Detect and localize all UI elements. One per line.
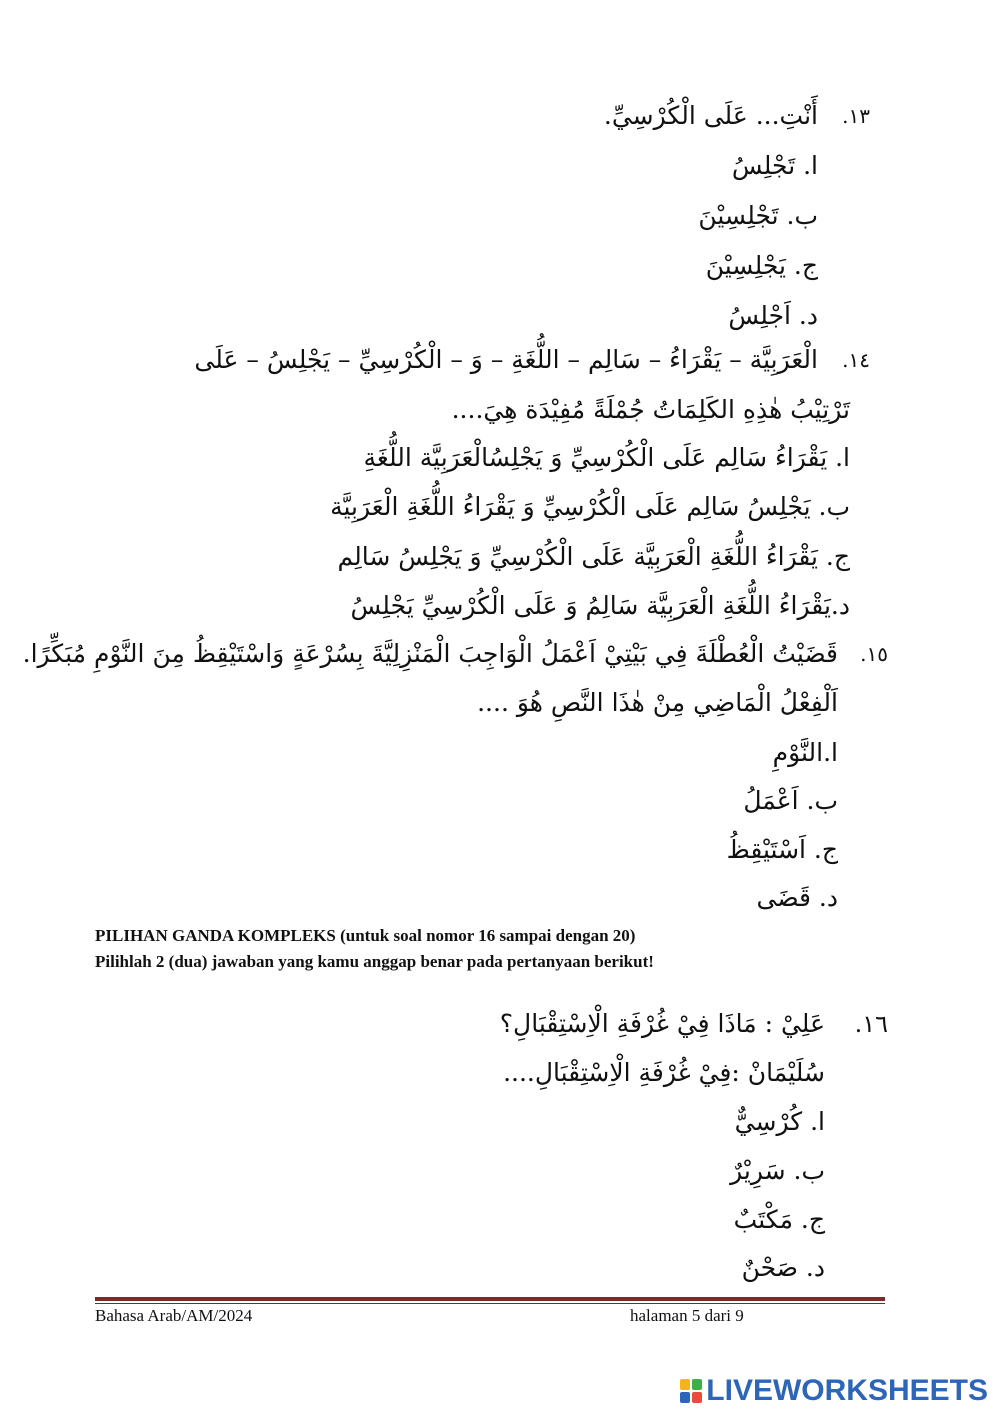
footer-rule-thin bbox=[95, 1303, 885, 1304]
question-16-option-c[interactable]: ج. مَكْتَبٌ bbox=[733, 1205, 825, 1234]
question-13-stem: أَنْتِ... عَلَى الْكُرْسِيِّ. bbox=[603, 101, 818, 130]
question-13-option-b[interactable]: ب. تَجْلِسِيْنَ bbox=[698, 201, 818, 230]
question-14-number: ١٤. bbox=[842, 348, 870, 372]
footer-rule bbox=[95, 1297, 885, 1301]
footer-left: Bahasa Arab/AM/2024 bbox=[95, 1306, 253, 1325]
question-15-text: قَضَيْتُ الْعُطْلَةَ فِي بَيْتِيْ اَعْمَلُ الْوَاجِبَ الْمَنْزِلِيَّةَ بِسُرْعَةٍ وَاسْتَيْقِظُ مِنَ النَّوْمِ مُبَكِّرًا. bbox=[22, 639, 838, 668]
question-16-line1: عَلِيْ : مَاذَا فِيْ غُرْفَةِ الْاِسْتِقْبَالِ؟ bbox=[499, 1009, 825, 1038]
question-16-option-d[interactable]: د. صَحْنٌ bbox=[741, 1253, 825, 1282]
question-14-option-b[interactable]: ب. يَجْلِسُ سَالِم عَلَى الْكُرْسِيِّ وَ يَقْرَاءُ اللُّغَةِ الْعَرَبِيَّة bbox=[330, 492, 850, 521]
question-16-number: ١٦. bbox=[854, 1010, 888, 1038]
section-instruction: Pilihlah 2 (dua) jawaban yang kamu anggap benar pada pertanyaan berikut! bbox=[95, 952, 654, 971]
section-title: PILIHAN GANDA KOMPLEKS (untuk soal nomor 16 sampai dengan 20) bbox=[95, 926, 636, 945]
question-13-number: ١٣. bbox=[842, 104, 870, 128]
question-15-number: ١٥. bbox=[860, 642, 888, 666]
question-14-words: الْعَرَبِيَّة – يَقْرَاءُ – سَالِم – اللُّغَةِ – وَ – الْكُرْسِيِّ – يَجْلِسُ – عَلَى bbox=[194, 345, 818, 374]
question-15-option-d[interactable]: د. قَضَى bbox=[756, 883, 838, 912]
question-14-option-c[interactable]: ج. يَقْرَاءُ اللُّغَةِ الْعَرَبِيَّة عَلَى الْكُرْسِيِّ وَ يَجْلِسُ سَالِم bbox=[337, 542, 850, 571]
question-13-option-a[interactable]: ا. تَجْلِسُ bbox=[731, 151, 818, 180]
question-14-stem: تَرْتِيْبُ هٰذِهِ الكَلِمَاتُ جُمْلَةً مُفِيْدَة هِيَ.... bbox=[451, 395, 850, 424]
question-13-option-c[interactable]: ج. يَجْلِسِيْنَ bbox=[705, 251, 818, 280]
question-16-option-a[interactable]: ا. كُرْسِيٌّ bbox=[734, 1107, 825, 1136]
question-15-option-b[interactable]: ب. اَعْمَلُ bbox=[743, 786, 838, 815]
liveworksheets-brand[interactable] bbox=[680, 1374, 988, 1408]
question-15-option-c[interactable]: ج. اَسْتَيْقِظُ bbox=[726, 835, 838, 864]
liveworksheets-wordmark: LIVEWORKSHEETS bbox=[706, 1374, 988, 1407]
question-14-option-d[interactable]: د.يَقْرَاءُ اللُّغَةِ الْعَرَبِيَّة سَالِمُ وَ عَلَى الْكُرْسِيِّ يَجْلِسُ bbox=[350, 591, 850, 620]
question-13-option-d[interactable]: د. اَجْلِسُ bbox=[728, 301, 818, 330]
question-14-option-a[interactable]: ا. يَقْرَاءُ سَالِم عَلَى الْكُرْسِيِّ وَ يَجْلِسُالْعَرَبِيَّة اللُّغَةِ bbox=[363, 443, 850, 472]
footer-page-number: halaman 5 dari 9 bbox=[630, 1306, 744, 1325]
question-15-option-a[interactable]: ا.النَّوْمِ bbox=[772, 738, 838, 767]
question-16-option-b[interactable]: ب. سَرِيْرٌ bbox=[730, 1156, 825, 1185]
question-16-line2: سُلَيْمَانْ :فِيْ غُرْفَةِ الْاِسْتِقْبَالِ.... bbox=[503, 1058, 825, 1087]
question-15-stem: اَلْفِعْلُ الْمَاضِي مِنْ هٰذَا النَّصِ هُوَ .... bbox=[477, 688, 838, 717]
liveworksheets-logo-icon bbox=[680, 1379, 702, 1403]
